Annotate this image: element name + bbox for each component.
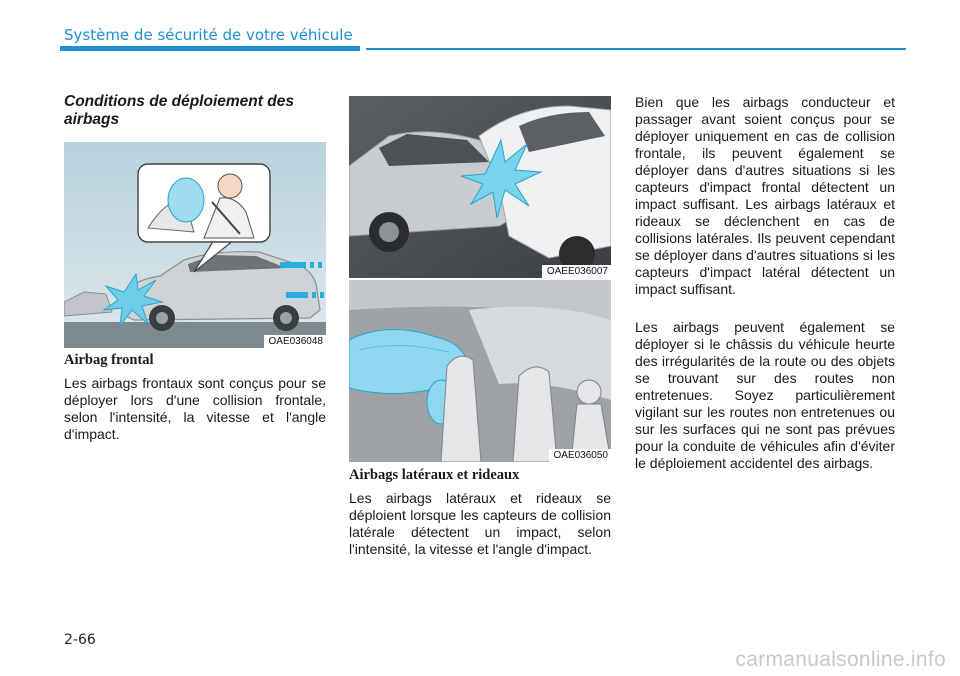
figure-code-label: OAE036050 xyxy=(549,449,612,462)
side-crash-illustration xyxy=(349,96,611,278)
section-header-title: Système de sécurité de votre véhicule xyxy=(64,26,353,44)
header-rule-thick xyxy=(60,46,360,51)
figure-code-label: OAE036048 xyxy=(264,335,327,348)
frontal-airbag-text: Les airbags frontaux sont conçus pour se déployer lors d'une collision frontale, selon l'intensité, la vitesse et l'angle d'impact. xyxy=(64,375,326,442)
header-rule-thin xyxy=(366,48,906,50)
frontal-crash-drawing xyxy=(64,142,326,348)
side-airbag-subheading: Airbags latéraux et rideaux xyxy=(349,467,520,483)
frontal-airbag-subheading: Airbag frontal xyxy=(64,352,154,368)
deployment-warning-paragraph: Les airbags peuvent également se déployer si le châssis du véhicule heurte des irrégularités de la route ou des objets se trouvant sur des routes non entretenues. Soyez particulièrement vigilant sur les routes non entretenues ou sur les surfaces qui ne sont pas prévues pour la conduite de véhicules afin d'éviter le déploiement accidentel des airbags. xyxy=(635,319,895,471)
figure-code-label: OAEE036007 xyxy=(542,265,611,278)
page-number: 2-66 xyxy=(64,632,96,648)
side-crash-drawing xyxy=(349,96,611,278)
deployment-conditions-paragraph: Bien que les airbags conducteur et passager avant soient conçus pour se déployer uniquement en cas de collision frontale, ils peuvent également se déployer dans d'autres situations si les capteurs d'impact frontal détectent un impact suffisant. Les airbags latéraux et rideaux se déclenchent en cas de collisions latérales. Ils peuvent cependant se déployer dans d'autres situations si les capteurs d'impact latéral détectent un impact suffisant. xyxy=(635,94,895,297)
section-heading: Conditions de déploiement des airbags xyxy=(64,93,294,128)
cabin-interior-drawing xyxy=(349,280,611,462)
frontal-airbag-illustration xyxy=(64,142,326,348)
side-airbag-text: Les airbags latéraux et rideaux se déploient lorsque les capteurs de collision latérale détectent un impact, selon l'intensité, la vitesse et l'angle d'impact. xyxy=(349,490,611,557)
curtain-airbag-illustration xyxy=(349,280,611,462)
site-watermark: carmanualsonline.info xyxy=(735,648,946,671)
